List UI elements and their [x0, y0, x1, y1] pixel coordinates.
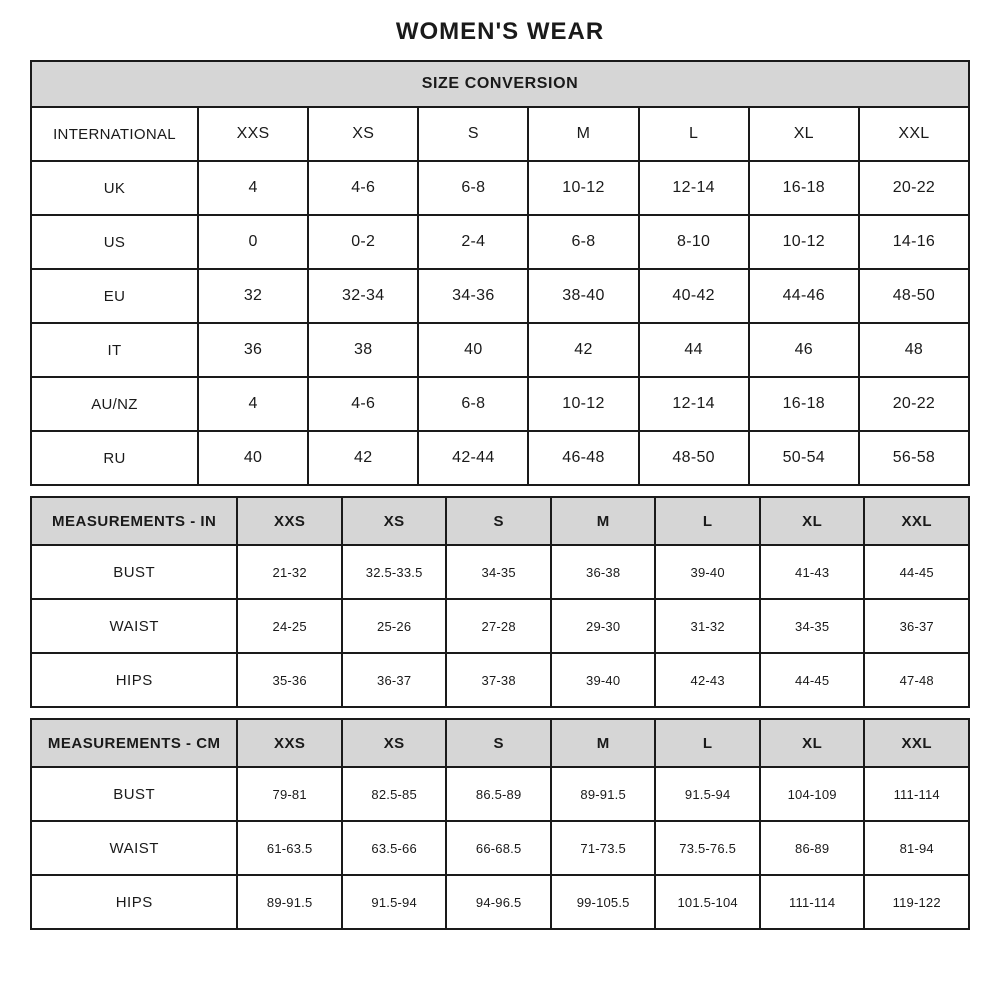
table-row [31, 323, 969, 377]
table-cell: 27-28 [446, 599, 551, 653]
table-cell: 4-6 [308, 161, 418, 215]
table-cell: 42 [308, 431, 418, 485]
table-cell: 36-38 [551, 545, 656, 599]
measurements-in-table [30, 496, 970, 708]
row-label: UK [31, 161, 198, 215]
table-cell: M [528, 107, 638, 161]
table-cell: 36 [198, 323, 308, 377]
column-header: M [551, 719, 656, 767]
table-cell: 86.5-89 [446, 767, 551, 821]
row-label: INTERNATIONAL [31, 107, 198, 161]
column-header: XL [760, 719, 865, 767]
table-cell: 81-94 [864, 821, 969, 875]
table-cell: 44 [639, 323, 749, 377]
table-cell: 42 [528, 323, 638, 377]
table-row [31, 767, 969, 821]
table-cell: 41-43 [760, 545, 865, 599]
table-cell: 119-122 [864, 875, 969, 929]
table-cell: 34-36 [418, 269, 528, 323]
table-cell: 89-91.5 [237, 875, 342, 929]
table-cell: 31-32 [655, 599, 760, 653]
column-header: S [446, 719, 551, 767]
table-cell: 101.5-104 [655, 875, 760, 929]
table-cell: 6-8 [418, 377, 528, 431]
table-cell: 40 [418, 323, 528, 377]
table-cell: 40 [198, 431, 308, 485]
measurements-cm-table [30, 718, 970, 930]
table-cell: 71-73.5 [551, 821, 656, 875]
table-cell: XXL [859, 107, 969, 161]
table-cell: 42-43 [655, 653, 760, 707]
table-cell: 2-4 [418, 215, 528, 269]
table-cell: XL [749, 107, 859, 161]
table-cell: 61-63.5 [237, 821, 342, 875]
table-cell: 34-35 [760, 599, 865, 653]
table-cell: 73.5-76.5 [655, 821, 760, 875]
column-header: XS [342, 497, 447, 545]
column-header: S [446, 497, 551, 545]
column-header: XXL [864, 719, 969, 767]
table-cell: 12-14 [639, 161, 749, 215]
table-cell: 91.5-94 [655, 767, 760, 821]
table-cell: 36-37 [342, 653, 447, 707]
table-row [31, 107, 969, 161]
row-label: US [31, 215, 198, 269]
measurements-in-header-row [31, 497, 969, 545]
table-cell: 91.5-94 [342, 875, 447, 929]
table-cell: XS [308, 107, 418, 161]
table-cell: 4-6 [308, 377, 418, 431]
table-cell: 6-8 [528, 215, 638, 269]
table-cell: 16-18 [749, 161, 859, 215]
column-header: XXS [237, 719, 342, 767]
column-header: XXL [864, 497, 969, 545]
table-cell: 46-48 [528, 431, 638, 485]
row-label: IT [31, 323, 198, 377]
row-label: RU [31, 431, 198, 485]
size-conversion-banner: SIZE CONVERSION [31, 61, 969, 107]
column-header: L [655, 719, 760, 767]
column-header: M [551, 497, 656, 545]
table-cell: 66-68.5 [446, 821, 551, 875]
table-row [31, 431, 969, 485]
table-cell: 48-50 [639, 431, 749, 485]
table-header-label: MEASUREMENTS - IN [31, 497, 237, 545]
table-cell: 38-40 [528, 269, 638, 323]
column-header: XL [760, 497, 865, 545]
size-conversion-table [30, 60, 970, 486]
measurements-cm-header-row [31, 719, 969, 767]
table-cell: 111-114 [864, 767, 969, 821]
table-row [31, 599, 969, 653]
table-cell: 63.5-66 [342, 821, 447, 875]
table-cell: 46 [749, 323, 859, 377]
table-cell: 32 [198, 269, 308, 323]
table-cell: 44-45 [864, 545, 969, 599]
row-label: HIPS [31, 653, 237, 707]
table-cell: 6-8 [418, 161, 528, 215]
row-label: AU/NZ [31, 377, 198, 431]
row-label: BUST [31, 767, 237, 821]
table-cell: 20-22 [859, 377, 969, 431]
table-cell: 111-114 [760, 875, 865, 929]
table-cell: 50-54 [749, 431, 859, 485]
table-cell: 56-58 [859, 431, 969, 485]
table-cell: 25-26 [342, 599, 447, 653]
table-row [31, 545, 969, 599]
table-cell: 104-109 [760, 767, 865, 821]
table-row [31, 821, 969, 875]
table-cell: 82.5-85 [342, 767, 447, 821]
table-row [31, 215, 969, 269]
column-header: XXS [237, 497, 342, 545]
table-cell: 48 [859, 323, 969, 377]
table-cell: 89-91.5 [551, 767, 656, 821]
table-cell: 21-32 [237, 545, 342, 599]
table-cell: 39-40 [655, 545, 760, 599]
table-cell: 4 [198, 377, 308, 431]
table-cell: 29-30 [551, 599, 656, 653]
table-cell: 42-44 [418, 431, 528, 485]
table-cell: 14-16 [859, 215, 969, 269]
table-cell: 44-45 [760, 653, 865, 707]
table-header-label: MEASUREMENTS - CM [31, 719, 237, 767]
column-header: XS [342, 719, 447, 767]
table-cell: 12-14 [639, 377, 749, 431]
row-label: HIPS [31, 875, 237, 929]
table-cell: 8-10 [639, 215, 749, 269]
row-label: EU [31, 269, 198, 323]
table-cell: 94-96.5 [446, 875, 551, 929]
table-cell: 32.5-33.5 [342, 545, 447, 599]
table-cell: 40-42 [639, 269, 749, 323]
table-row [31, 377, 969, 431]
table-cell: XXS [198, 107, 308, 161]
table-row [31, 653, 969, 707]
table-cell: 32-34 [308, 269, 418, 323]
table-cell: 79-81 [237, 767, 342, 821]
table-cell: 0 [198, 215, 308, 269]
table-cell: 10-12 [528, 377, 638, 431]
table-row [31, 269, 969, 323]
table-cell: 0-2 [308, 215, 418, 269]
table-cell: 47-48 [864, 653, 969, 707]
table-cell: 16-18 [749, 377, 859, 431]
table-cell: 86-89 [760, 821, 865, 875]
table-cell: 48-50 [859, 269, 969, 323]
table-cell: 20-22 [859, 161, 969, 215]
table-cell: 4 [198, 161, 308, 215]
table-cell: 24-25 [237, 599, 342, 653]
table-cell: L [639, 107, 749, 161]
table-cell: 10-12 [528, 161, 638, 215]
table-row [31, 875, 969, 929]
table-cell: 34-35 [446, 545, 551, 599]
table-cell: 38 [308, 323, 418, 377]
table-row [31, 161, 969, 215]
table-cell: 99-105.5 [551, 875, 656, 929]
table-cell: 44-46 [749, 269, 859, 323]
table-cell: 10-12 [749, 215, 859, 269]
table-cell: 36-37 [864, 599, 969, 653]
table-cell: S [418, 107, 528, 161]
table-cell: 39-40 [551, 653, 656, 707]
row-label: BUST [31, 545, 237, 599]
row-label: WAIST [31, 599, 237, 653]
row-label: WAIST [31, 821, 237, 875]
table-cell: 35-36 [237, 653, 342, 707]
column-header: L [655, 497, 760, 545]
table-cell: 37-38 [446, 653, 551, 707]
page-title: WOMEN'S WEAR [395, 18, 605, 45]
size-conversion-banner-row [31, 61, 969, 107]
